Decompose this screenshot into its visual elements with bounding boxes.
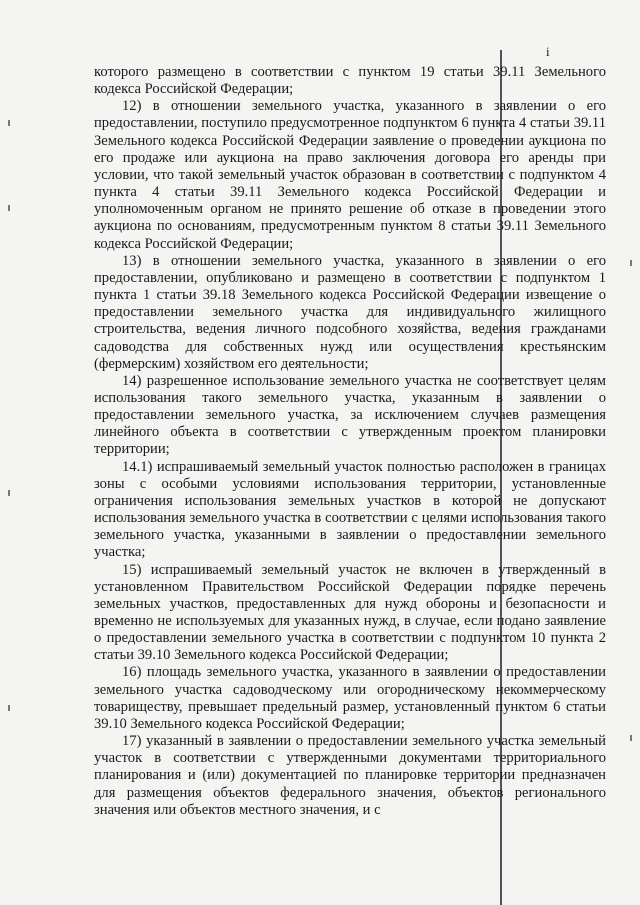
scan-margin-mark — [8, 490, 10, 496]
paragraph-item-15: 15) испрашиваемый земельный участок не включен в утвержденный в установленном Правительством Российской Федерации порядке перечень земельных участков, предоставленных для нужд обороны и безопасности и временно не используемых для указанных нужд, в случае, если подано заявление о предоставлении земельного участка в соответствии с подпунктом 10 пункта 2 статьи 39.10 Земельного кодекса Российской Федерации; — [94, 561, 606, 664]
paragraph-item-17: 17) указанный в заявлении о предоставлении земельного участка земельный участок в соответствии с утвержденными документами территориального планирования и (или) документацией по планировке территории предназначен для размещения объектов федерального значения, объектов регионального значения или объектов местного значения, и с — [94, 733, 606, 818]
paragraph-item-14: 14) разрешенное использование земельного участка не соответствует целям использования такого земельного участка, указанным в заявлении о предоставлении земельного участка, за исключением случаев размещения линейного объекта в соответствии с утвержденным проектом планировки территории; — [94, 372, 606, 458]
page-mark: i — [546, 44, 550, 59]
scan-margin-mark — [630, 735, 632, 741]
scan-margin-mark — [8, 120, 10, 126]
paragraph-item-16: 16) площадь земельного участка, указанного в заявлении о предоставлении земельного участка садоводческому или огородническому некоммерческому товариществу, превышает предельный размер, установленный пунктом 6 статьи 39.10 Земельного кодекса Российской Федерации; — [94, 664, 606, 732]
scan-margin-mark — [8, 205, 10, 211]
scan-margin-mark — [8, 705, 10, 711]
paragraph-item-14-1: 14.1) испрашиваемый земельный участок полностью расположен в границах зоны с особыми условиями использования территории, установленные ограничения использования земельных участков в которой не допускают использования земельного участка в соответствии с целями использования такого земельного участка, указанными в заявлении о предоставлении земельного участка; — [94, 458, 606, 561]
paragraph-item-12: 12) в отношении земельного участка, указанного в заявлении о его предоставлении, поступило предусмотренное подпунктом 6 пункта 4 статьи 39.11 Земельного кодекса Российской Федерации заявление о проведении аукциона по его продаже или аукциона на право заключения договора его аренды при условии, что такой земельный участок образован в соответствии с подпунктом 4 пункта 4 статьи 39.11 Земельного кодекса Российской Федерации и уполномоченным органом не принято решение об отказе в проведении этого аукциона по основаниям, предусмотренным пунктом 8 статьи 39.11 Земельного кодекса Российской Федерации; — [94, 98, 606, 252]
paragraph-item-13: 13) в отношении земельного участка, указанного в заявлении о его предоставлении, опубликовано и размещено в соответствии с подпунктом 1 пункта 1 статьи 39.18 Земельного кодекса Российской Федерации извещение о предоставлении земельного участка для индивидуального жилищного строительства, ведения личного подсобного хозяйства, ведения гражданами садоводства для собственных нужд или осуществления крестьянским (фермерским) хозяйством его деятельности; — [94, 252, 606, 372]
scan-margin-mark — [630, 260, 632, 266]
paragraph-continuation: которого размещено в соответствии с пунктом 19 статьи 39.11 Земельного кодекса Российской Федерации; — [94, 64, 606, 98]
document-body — [94, 64, 606, 819]
